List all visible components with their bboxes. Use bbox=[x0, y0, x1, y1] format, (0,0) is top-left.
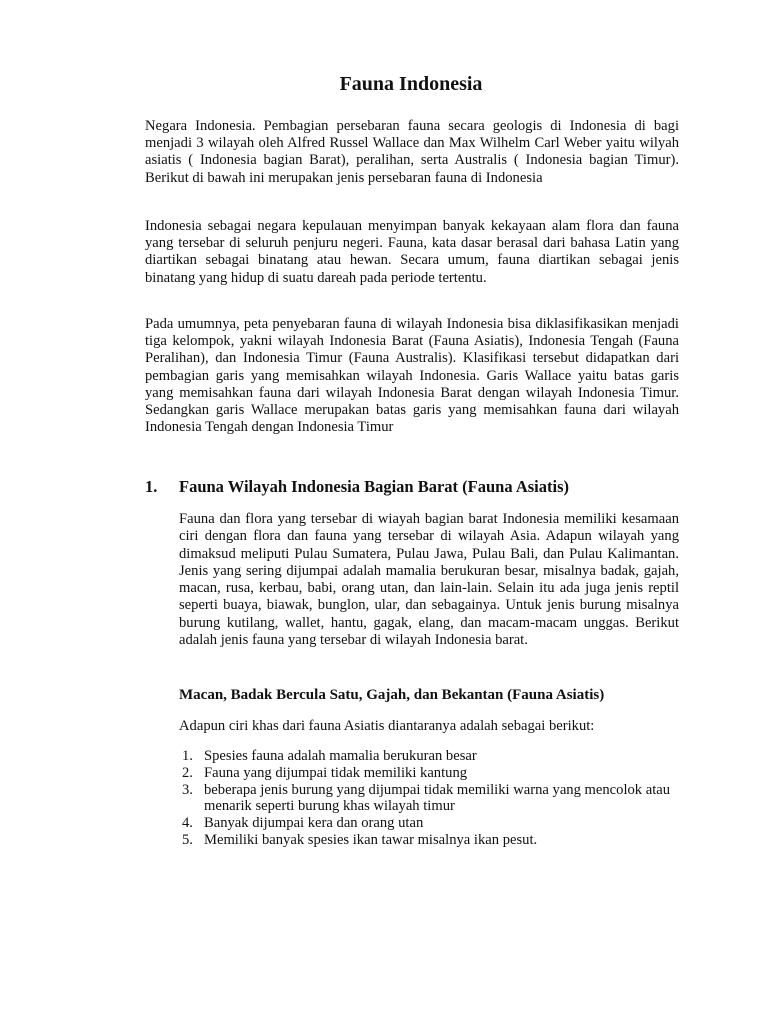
section-number: 1. bbox=[145, 477, 158, 496]
list-item-number: 1. bbox=[182, 748, 193, 764]
list-item-number: 4. bbox=[182, 815, 193, 832]
section-paragraph: Fauna dan flora yang tersebar di wiayah bagian barat Indonesia memiliki kesamaan ciri dengan flora dan fauna yang tersebar di wilayah Asia. Adapun wilayah yang dimaksud meliputi Pulau Sumatera, Pulau Jawa, Pulau Bali, dan Pulau Kalimantan. Jenis yang sering dijumpai adalah mamalia berukuran besar, misalnya badak, gajah, macan, rusa, kerbau, babi, orang utan, dan lain-lain. Selain itu ada juga jenis reptil seperti buaya, biawak, bunglon, ular, dan sebagainya. Untuk jenis burung misalnya burung kutilang, wallet, hantu, gagak, elang, dan macam-macam unggas. Berikut adalah jenis fauna yang tersebar di wilayah Indonesia barat. bbox=[179, 511, 679, 649]
classification-paragraph: Pada umumnya, peta penyebaran fauna di wilayah Indonesia bisa diklasifikasikan menjadi tiga kelompok, yakni wilayah Indonesia Barat (Fauna Asiatis), Indonesia Tengah (Fauna Peralihan), dan Indonesia Timur (Fauna Australis). Klasifikasi tersebut didapatkan dari pembagian garis yang memisahkan wilayah Indonesia. Garis Wallace yaitu batas garis yang memisahkan fauna dari wilayah Indonesia Barat dengan wilayah Indonesia Timur. Sedangkan garis Wallace merupakan batas garis yang memisahkan fauna dari wilayah Indonesia Tengah dengan Indonesia Timur bbox=[145, 316, 679, 436]
list-intro: Adapun ciri khas dari fauna Asiatis diantaranya adalah sebagai berikut: bbox=[179, 718, 595, 734]
list-item-text: Memiliki banyak spesies ikan tawar misalnya ikan pesut. bbox=[204, 831, 538, 848]
list-item bbox=[179, 832, 679, 849]
definition-paragraph: Indonesia sebagai negara kepulauan menyimpan banyak kekayaan alam flora dan fauna yang tersebar di seluruh penjuru negeri. Fauna, kata dasar berasal dari bahasa Latin yang diartikan sebagai binatang atau hewan. Secara umum, fauna diartikan sebagai jenis binatang yang hidup di suatu dareah pada periode tertentu. bbox=[145, 218, 679, 286]
characteristics-list bbox=[179, 748, 679, 849]
list-item-text: Spesies fauna adalah mamalia berukuran besar bbox=[204, 748, 477, 764]
section-title: Fauna Wilayah Indonesia Bagian Barat (Fauna Asiatis) bbox=[179, 477, 569, 496]
list-item bbox=[179, 782, 679, 816]
page-title: Fauna Indonesia bbox=[339, 73, 483, 95]
list-item-text: beberapa jenis burung yang dijumpai tidak memiliki warna yang mencolok atau menarik seperti burung khas wilayah timur bbox=[204, 781, 671, 815]
list-item bbox=[179, 748, 679, 765]
image-caption-heading: Macan, Badak Bercula Satu, Gajah, dan Bekantan (Fauna Asiatis) bbox=[179, 687, 605, 703]
list-item-text: Fauna yang dijumpai tidak memiliki kantung bbox=[204, 764, 468, 781]
intro-paragraph: Negara Indonesia. Pembagian persebaran fauna secara geologis di Indonesia di bagi menjadi 3 wilayah oleh Alfred Russel Wallace dan Max Wilhelm Carl Weber yaitu wilyah asiatis ( Indonesia bagian Barat), peralihan, serta Australis ( Indonesia bagian Timur). Berikut di bawah ini merupakan jenis persebaran fauna di Indonesia bbox=[145, 118, 679, 186]
list-item bbox=[179, 765, 679, 782]
list-item bbox=[179, 815, 679, 832]
list-item-number: 5. bbox=[182, 831, 193, 848]
list-item-number: 2. bbox=[182, 764, 193, 781]
list-item-number: 3. bbox=[182, 781, 193, 798]
section-heading bbox=[145, 476, 705, 498]
list-item-text: Banyak dijumpai kera dan orang utan bbox=[204, 815, 424, 832]
